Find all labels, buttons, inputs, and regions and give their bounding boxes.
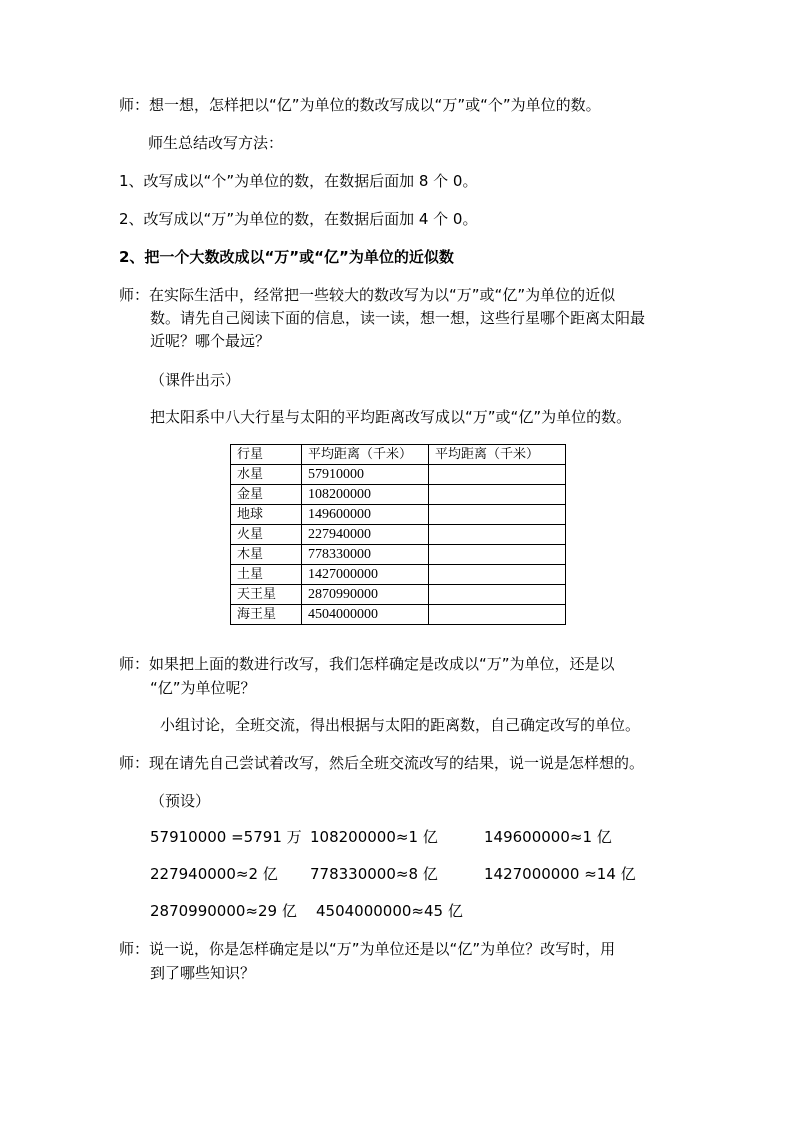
rewritten-cell — [429, 505, 566, 525]
paragraph-teacher-intro-line3: 近呢？哪个最远？ — [150, 332, 271, 350]
paragraph-teacher-final-line2: 到了哪些知识？ — [150, 964, 256, 982]
answer-item: 4504000000≈45 亿 — [316, 902, 463, 920]
answer-item: 227940000≈2 亿 — [150, 865, 278, 883]
paragraph-group-discussion: 小组讨论，全班交流，得出根据与太阳的距离数，自己确定改写的单位。 — [160, 716, 641, 734]
answer-item: 57910000 =5791 万 — [150, 828, 302, 846]
preset-label: （预设） — [150, 792, 211, 810]
rewritten-cell — [429, 545, 566, 565]
list-item-method-2: 2、改写成以“万”为单位的数，在数据后面加 4 个 0。 — [119, 210, 478, 228]
distance-cell: 4504000000 — [302, 605, 429, 625]
table-row — [231, 585, 566, 605]
distance-cell: 227940000 — [302, 525, 429, 545]
rewritten-cell — [429, 565, 566, 585]
table-row — [231, 545, 566, 565]
distance-cell: 149600000 — [302, 505, 429, 525]
planet-cell: 火星 — [231, 525, 302, 545]
paragraph-teacher-final-line1: 师：说一说，你是怎样确定是以“万”为单位还是以“亿”为单位？改写时，用 — [119, 940, 616, 958]
rewritten-cell — [429, 585, 566, 605]
table-header-cell: 平均距离（千米） — [429, 445, 566, 465]
distance-cell: 108200000 — [302, 485, 429, 505]
rewritten-cell — [429, 525, 566, 545]
list-item-method-1: 1、改写成以“个”为单位的数，在数据后面加 8 个 0。 — [119, 172, 478, 190]
table-row — [231, 485, 566, 505]
planet-cell: 地球 — [231, 505, 302, 525]
paragraph-teacher-instruction: 师：现在请先自己尝试着改写，然后全班交流改写的结果，说一说是怎样想的。 — [119, 754, 645, 772]
table-row — [231, 465, 566, 485]
paragraph-teacher-intro-line2: 数。请先自己阅读下面的信息，读一读，想一想，这些行星哪个距离太阳最 — [150, 309, 646, 327]
rewritten-cell — [429, 465, 566, 485]
table-header-row — [231, 445, 566, 465]
courseware-note: （课件出示） — [150, 371, 241, 389]
planet-cell: 金星 — [231, 485, 302, 505]
answer-item: 149600000≈1 亿 — [484, 828, 612, 846]
paragraph-teacher-question-2-line2: “亿”为单位呢？ — [150, 679, 256, 697]
planet-cell: 木星 — [231, 545, 302, 565]
table-row — [231, 505, 566, 525]
paragraph-summary-intro: 师生总结改写方法： — [148, 134, 284, 152]
paragraph-teacher-question-2-line1: 师：如果把上面的数进行改写，我们怎样确定是改成以“万”为单位，还是以 — [119, 655, 615, 673]
table-row — [231, 565, 566, 585]
distance-cell: 1427000000 — [302, 565, 429, 585]
paragraph-teacher-question: 师：想一想，怎样把以“亿”为单位的数改写成以“万”或“个”为单位的数。 — [119, 96, 601, 114]
instruction-text: 把太阳系中八大行星与太阳的平均距离改写成以“万”或“亿”为单位的数。 — [150, 408, 632, 426]
answer-item: 2870990000≈29 亿 — [150, 902, 297, 920]
answer-item: 108200000≈1 亿 — [310, 828, 438, 846]
paragraph-teacher-intro-line1: 师：在实际生活中，经常把一些较大的数改写为以“万”或“亿”为单位的近似 — [119, 286, 616, 304]
section-heading: 2、把一个大数改成以“万”或“亿”为单位的近似数 — [119, 248, 454, 266]
table-row — [231, 605, 566, 625]
answer-item: 778330000≈8 亿 — [310, 865, 438, 883]
rewritten-cell — [429, 605, 566, 625]
table-header-cell: 平均距离（千米） — [302, 445, 429, 465]
distance-cell: 2870990000 — [302, 585, 429, 605]
planet-cell: 土星 — [231, 565, 302, 585]
table-row — [231, 525, 566, 545]
distance-cell: 57910000 — [302, 465, 429, 485]
planet-cell: 海王星 — [231, 605, 302, 625]
planet-cell: 天王星 — [231, 585, 302, 605]
planet-cell: 水星 — [231, 465, 302, 485]
answer-item: 1427000000 ≈14 亿 — [484, 865, 636, 883]
table-header-cell: 行星 — [231, 445, 302, 465]
planet-distance-table — [230, 444, 566, 625]
distance-cell: 778330000 — [302, 545, 429, 565]
rewritten-cell — [429, 485, 566, 505]
